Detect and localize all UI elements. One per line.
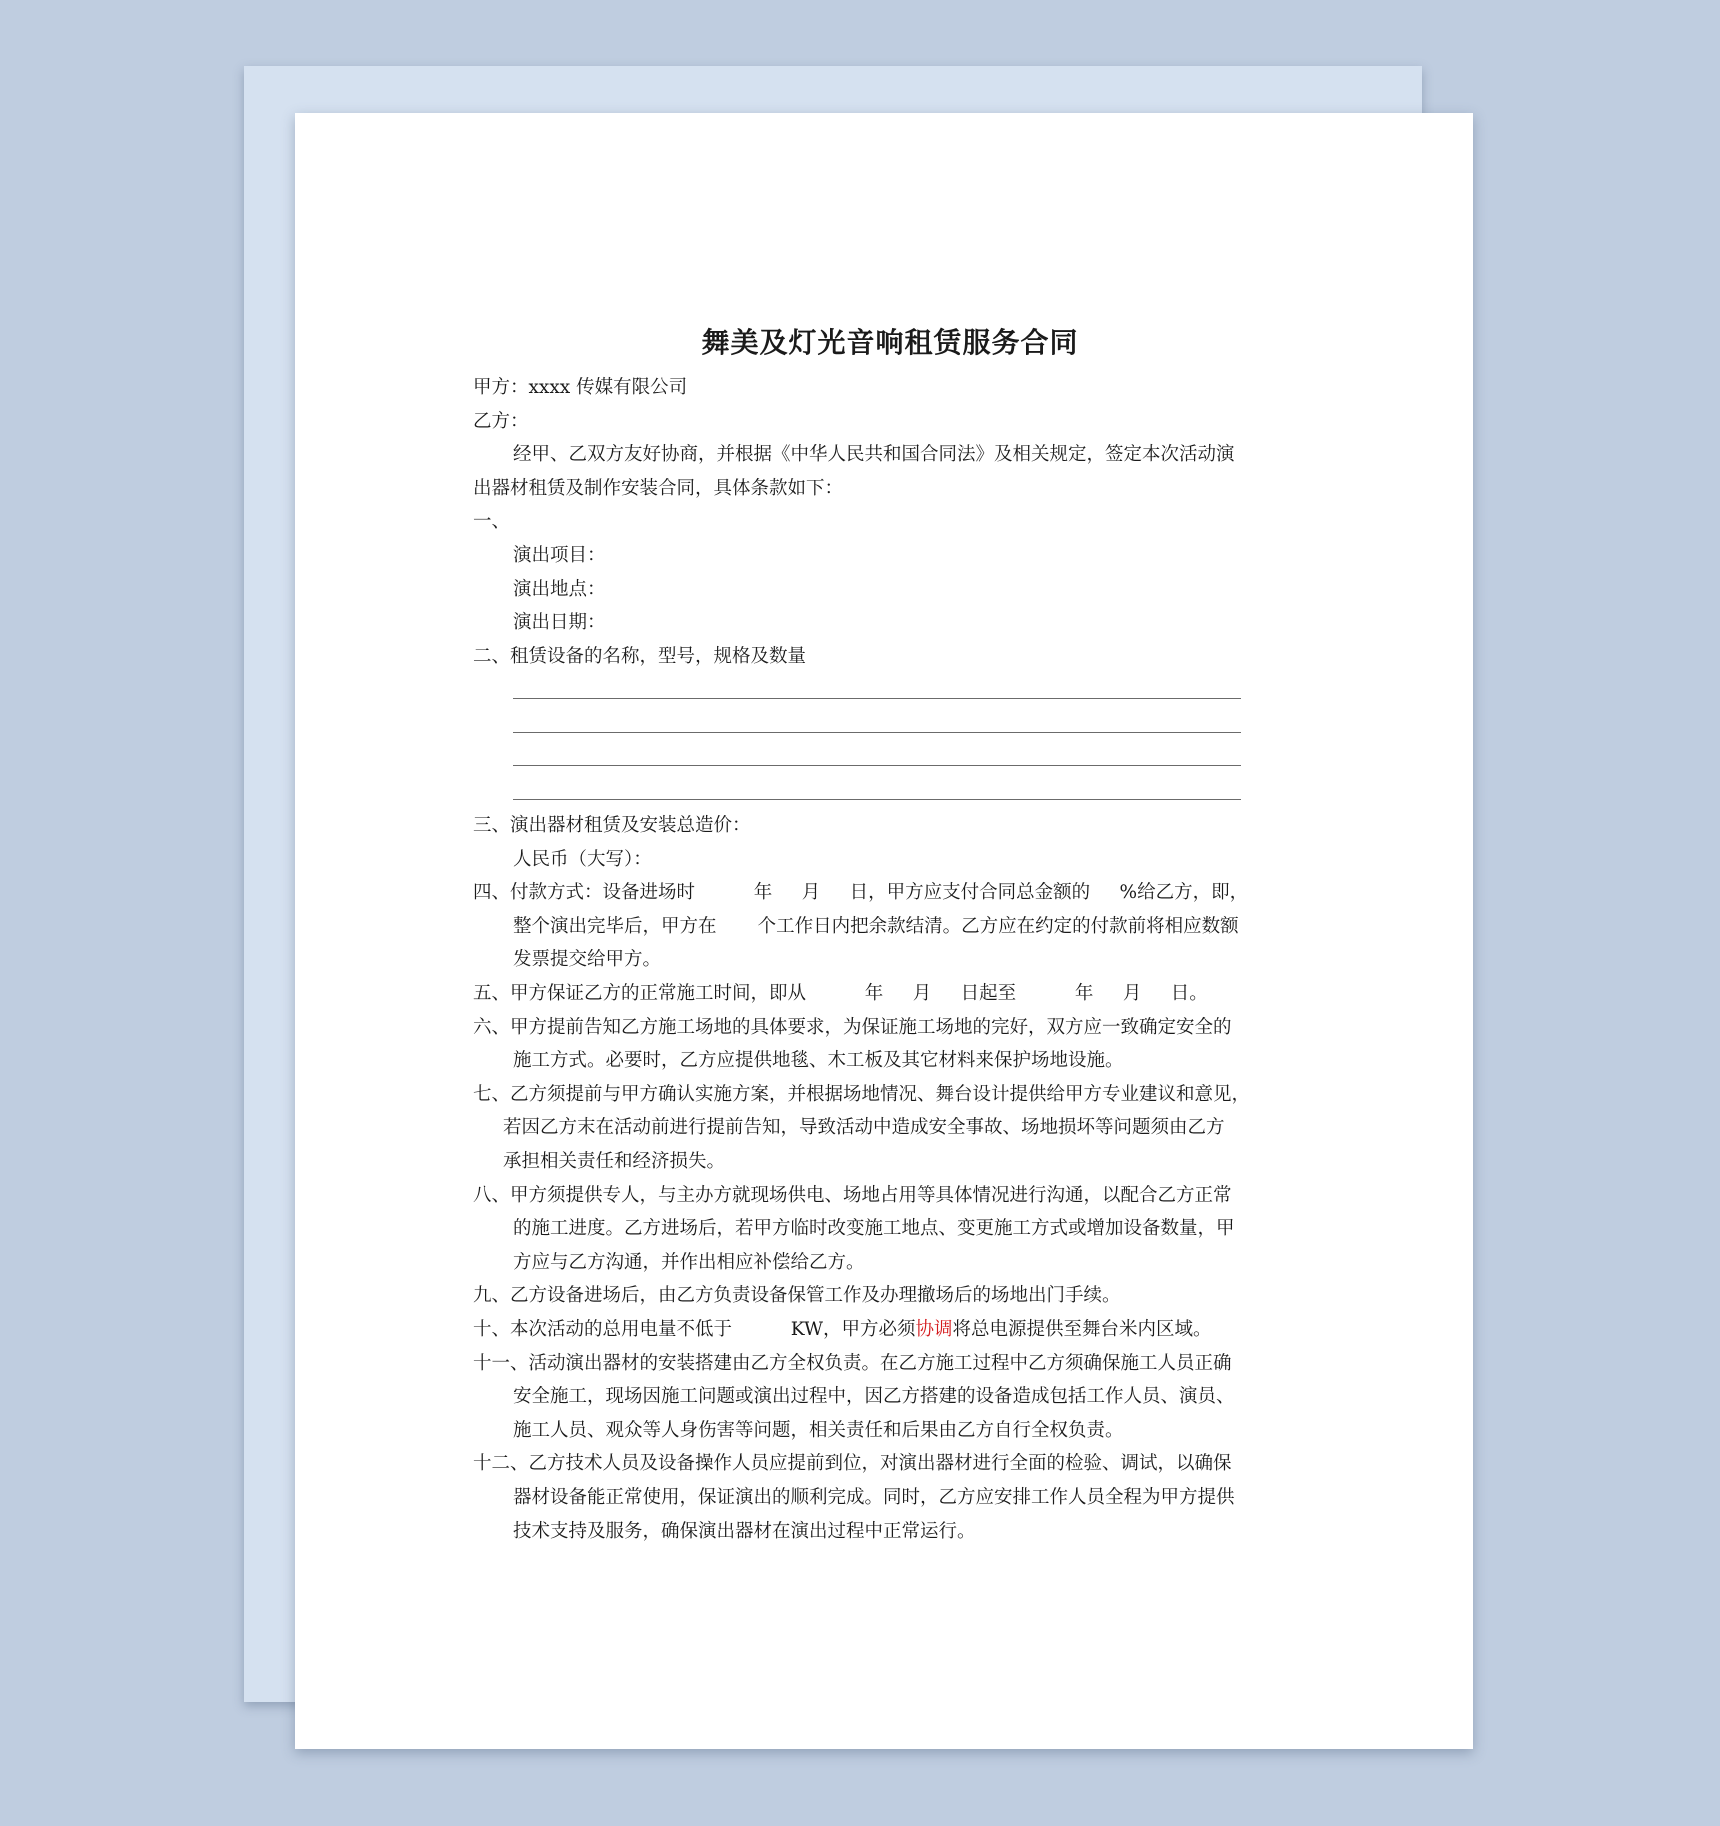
section-11-line-1: 十一、活动演出器材的安装搭建由乙方全权负责。在乙方施工过程中乙方须确保施工人员正确 (473, 1353, 1232, 1374)
section-4-line-2: 整个演出完毕后，甲方在 个工作日内把余款结清。乙方应在约定的付款前将相应数额 (513, 916, 1239, 937)
section-10-highlight: 协调 (915, 1319, 953, 1340)
section-1-heading: 一、 (473, 511, 511, 532)
document-page (295, 113, 1473, 1749)
section-6-line-1: 六、甲方提前告知乙方施工场地的具体要求，为保证施工场地的完好，双方应一致确定安全的 (473, 1017, 1232, 1038)
fill-in-line (513, 698, 1241, 699)
section-8-line-2: 的施工进度。乙方进场后，若甲方临时改变施工地点、变更施工方式或增加设备数量，甲 (513, 1218, 1235, 1239)
party-b: 乙方： (473, 411, 529, 432)
intro-line-2: 出器材租赁及制作安装合同，具体条款如下： (473, 478, 844, 499)
section-10 (473, 1313, 1212, 1347)
section-3-item-rmb: 人民币（大写）： (513, 849, 652, 870)
section-10-text-b: 将总电源提供至舞台米内区域。 (952, 1319, 1212, 1340)
section-1-item-location: 演出地点： (513, 579, 606, 600)
section-7-line-2: 若因乙方末在活动前进行提前告知，导致活动中造成安全事故、场地损坏等问题须由乙方 (503, 1117, 1225, 1138)
fill-in-line (513, 732, 1241, 733)
section-11-line-3: 施工人员、观众等人身伤害等问题，相关责任和后果由乙方自行全权负责。 (513, 1420, 1124, 1441)
section-1-item-project: 演出项目： (513, 545, 606, 566)
section-7-line-1: 七、乙方须提前与甲方确认实施方案，并根据场地情况、舞台设计提供给甲方专业建议和意见， (473, 1084, 1251, 1105)
fill-in-line (513, 799, 1241, 800)
intro-line-1: 经甲、乙双方友好协商，并根据《中华人民共和国合同法》及相关规定，签定本次活动演 (513, 444, 1235, 465)
section-4-line-3: 发票提交给甲方。 (513, 949, 662, 970)
section-5: 五、甲方保证乙方的正常施工时间，即从 年 月 日起至 年 月 日。 (473, 983, 1208, 1004)
section-8-line-1: 八、甲方须提供专人，与主办方就现场供电、场地占用等具体情况进行沟通，以配合乙方正常 (473, 1185, 1232, 1206)
section-9: 九、乙方设备进场后，由乙方负责设备保管工作及办理撤场后的场地出门手续。 (473, 1285, 1121, 1306)
section-12-line-1: 十二、乙方技术人员及设备操作人员应提前到位，对演出器材进行全面的检验、调试，以确保 (473, 1453, 1232, 1474)
section-12-line-3: 技术支持及服务，确保演出器材在演出过程中正常运行。 (513, 1521, 976, 1542)
section-3-heading: 三、演出器材租赁及安装总造价： (473, 815, 751, 836)
fill-in-line (513, 765, 1241, 766)
section-1-item-date: 演出日期： (513, 612, 606, 633)
section-2-heading: 二、租赁设备的名称，型号，规格及数量 (473, 646, 807, 667)
section-12-line-2: 器材设备能正常使用，保证演出的顺利完成。同时，乙方应安排工作人员全程为甲方提供 (513, 1487, 1235, 1508)
section-4-line-1: 四、付款方式：设备进场时 年 月 日，甲方应支付合同总金额的 %给乙方，即， (473, 882, 1249, 903)
document-title: 舞美及灯光音响租赁服务合同 (701, 326, 1079, 359)
section-10-text-a: 十、本次活动的总用电量不低于 KW，甲方必须 (473, 1319, 916, 1340)
section-8-line-3: 方应与乙方沟通，并作出相应补偿给乙方。 (513, 1252, 865, 1273)
section-6-line-2: 施工方式。必要时，乙方应提供地毯、木工板及其它材料来保护场地设施。 (513, 1050, 1124, 1071)
section-11-line-2: 安全施工，现场因施工问题或演出过程中，因乙方搭建的设备造成包括工作人员、演员、 (513, 1386, 1235, 1407)
section-7-line-3: 承担相关责任和经济损失。 (503, 1151, 726, 1172)
party-a: 甲方：xxxx 传媒有限公司 (473, 377, 688, 398)
